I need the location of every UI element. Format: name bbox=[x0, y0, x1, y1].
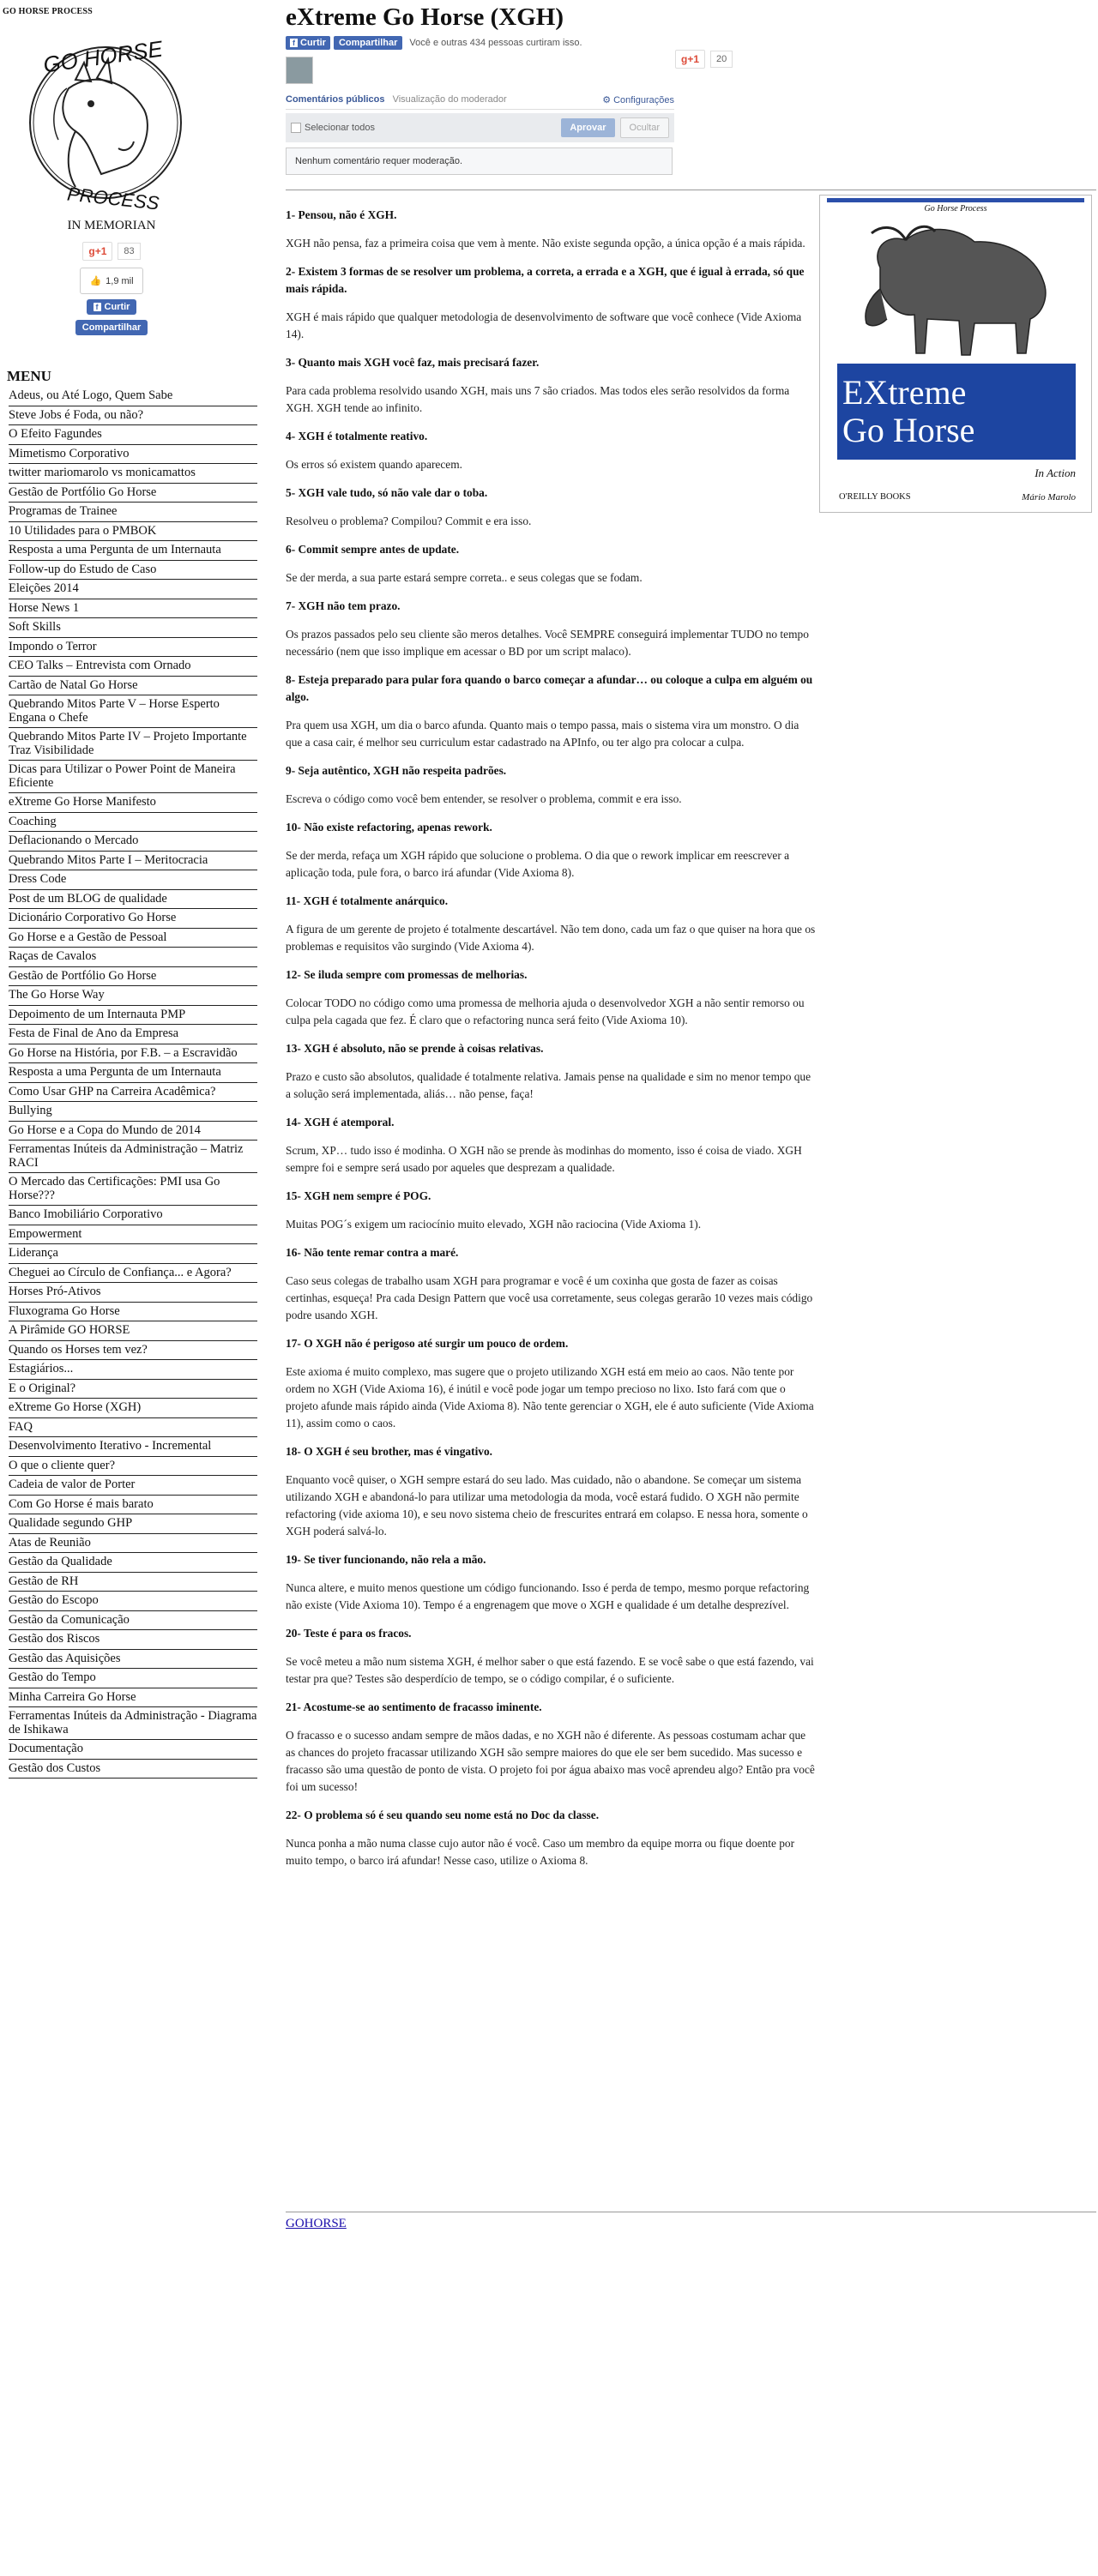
fb-share-button[interactable] bbox=[75, 320, 148, 335]
gplus-button-right[interactable]: g+1 bbox=[675, 50, 705, 69]
menu-item-label: Liderança bbox=[9, 1246, 58, 1260]
menu-item-label: Estagiários... bbox=[9, 1362, 74, 1375]
axiom-text: Nunca altere, e muito menos questione um código funcionando. Isso é perda de tempo, mesmo porque refactoring não existe (Vide Axioma 10). Tempo é a engrenagem que move o XGH e qualidade é um detalhe desprezível. bbox=[286, 1581, 810, 1611]
menu-item-label: Cheguei ao Círculo de Confiança... e Agora? bbox=[9, 1265, 232, 1279]
axiom-text: Escreva o código como você bem entender, se resolver o problema, commit e era isso. bbox=[286, 792, 682, 805]
axiom-text: A figura de um gerente de projeto é totalmente descartável. Não tem dono, cada um faz o que quiser na hora que os problemas e requisitos vão surgindo (Vide Axioma 4). bbox=[286, 923, 816, 953]
fb-like-bar bbox=[286, 36, 1096, 50]
menu-item[interactable] bbox=[9, 677, 257, 696]
menu-item-label: O Efeito Fagundes bbox=[9, 427, 102, 441]
menu-item[interactable] bbox=[9, 728, 257, 761]
menu-item-label: Adeus, ou Até Logo, Quem Sabe bbox=[9, 388, 173, 402]
comments-panel bbox=[286, 57, 674, 185]
menu-item-label: A Pirâmide GO HORSE bbox=[9, 1323, 130, 1337]
menu-item[interactable] bbox=[9, 1244, 257, 1264]
book-cover bbox=[819, 195, 1092, 513]
menu-item[interactable] bbox=[9, 1418, 257, 1438]
menu-item[interactable] bbox=[9, 618, 257, 638]
menu-item-label: Com Go Horse é mais barato bbox=[9, 1496, 154, 1511]
menu-item[interactable] bbox=[9, 638, 257, 658]
menu-item[interactable] bbox=[9, 948, 257, 967]
axiom-heading: 7- XGH não tem prazo. bbox=[286, 599, 401, 612]
menu-item[interactable] bbox=[9, 1534, 257, 1554]
menu-title: MENU bbox=[7, 368, 51, 384]
menu-item[interactable] bbox=[9, 929, 257, 948]
gplus-widget-right bbox=[675, 50, 733, 69]
menu-item-label: O Mercado das Certificações: PMI usa Go Horse??? bbox=[9, 1175, 220, 1202]
menu-item-label: Raças de Cavalos bbox=[9, 949, 97, 963]
menu-item[interactable] bbox=[9, 1707, 257, 1740]
menu-item-label: Gestão dos Custos bbox=[9, 1760, 101, 1775]
menu-item[interactable] bbox=[9, 1496, 257, 1515]
menu-item[interactable] bbox=[9, 890, 257, 910]
menu-item[interactable] bbox=[9, 1380, 257, 1399]
menu-item-label: O que o cliente quer? bbox=[9, 1458, 116, 1472]
select-all-checkbox[interactable] bbox=[291, 123, 301, 133]
menu-item-label: Dress Code bbox=[9, 872, 67, 886]
menu-item[interactable] bbox=[9, 1592, 257, 1611]
axiom-text: Se der merda, a sua parte estará sempre correta.. e seus colegas que se fodam. bbox=[286, 571, 643, 584]
menu-item-label: Go Horse e a Gestão de Pessoal bbox=[9, 930, 167, 944]
menu-item[interactable] bbox=[9, 1044, 257, 1064]
menu-item-label: Go Horse na História, por F.B. – a Escravidão bbox=[9, 1045, 238, 1060]
moderation-bar bbox=[286, 113, 674, 142]
axiom-heading: 14- XGH é atemporal. bbox=[286, 1116, 395, 1129]
no-pending-comments: Nenhum comentário requer moderação. bbox=[286, 147, 673, 175]
menu-item[interactable] bbox=[9, 464, 257, 484]
fb-like-label: Curtir bbox=[104, 302, 130, 312]
menu-item[interactable] bbox=[9, 657, 257, 677]
menu-item-label: Bullying bbox=[9, 1104, 52, 1117]
menu-item[interactable] bbox=[9, 1437, 257, 1457]
menu-item-label: Coaching bbox=[9, 814, 57, 828]
menu-item[interactable] bbox=[9, 1025, 257, 1044]
axiom-text: Os erros só existem quando aparecem. bbox=[286, 458, 462, 471]
menu-item[interactable] bbox=[9, 445, 257, 465]
menu-item-label: Mimetismo Corporativo bbox=[9, 446, 130, 460]
axiom-text: Caso seus colegas de trabalho usam XGH para programar e você é um coxinha que gosta de fazer as coisas certinhas, esqueça! Pra cada Design Pattern que você usa corretamente, seus colegas gerarão 10 vezes mais código podre usando XGH. bbox=[286, 1274, 813, 1321]
logo-top-text: GO HORSE bbox=[41, 35, 165, 78]
menu-item[interactable] bbox=[9, 1206, 257, 1225]
axiom-text: Se você meteu a mão num sistema XGH, é melhor saber o que está fazendo. E se você sabe o que está fazendo, vai testar pra que? Testes são desperdício de tempo, se o código compilar, é o suficiente. bbox=[286, 1655, 814, 1685]
menu-item[interactable] bbox=[9, 1122, 257, 1141]
like-box[interactable] bbox=[80, 268, 142, 294]
menu-item[interactable] bbox=[9, 425, 257, 445]
menu-item[interactable] bbox=[9, 406, 257, 426]
menu-item[interactable] bbox=[9, 561, 257, 581]
select-all-label: Selecionar todos bbox=[305, 123, 375, 133]
comment-tabs bbox=[286, 94, 674, 110]
axiom-heading: 17- O XGH não é perigoso até surgir um pouco de ordem. bbox=[286, 1337, 569, 1350]
menu-item-label: Resposta a uma Pergunta de um Internauta bbox=[9, 543, 221, 557]
gplus-count-right: 20 bbox=[710, 51, 733, 68]
axiom-text: Os prazos passados pelo seu cliente são meros detalhes. Você SEMPRE conseguirá implementar TUDO no tempo necessário (nem que isso implique em acessar o BD por um script malaco). bbox=[286, 628, 809, 658]
menu-item-label: Go Horse e a Copa do Mundo de 2014 bbox=[9, 1122, 201, 1137]
gplus-button[interactable]: g+1 bbox=[82, 242, 112, 261]
page-title: eXtreme Go Horse (XGH) bbox=[286, 3, 564, 31]
menu-item[interactable] bbox=[9, 1264, 257, 1284]
fb-like-text: Você e outras 434 pessoas curtiram isso. bbox=[409, 38, 582, 48]
menu-item-label: eXtreme Go Horse (XGH) bbox=[9, 1400, 142, 1414]
axiom-text: Scrum, XP… tudo isso é modinha. O XGH não se prende às modinhas do momento, isso é coisa de viado. XGH sempre foi e sempre será usado por aqueles que desprezam a qualidade. bbox=[286, 1144, 802, 1174]
main-content bbox=[286, 0, 1096, 1867]
settings-link[interactable] bbox=[602, 94, 674, 105]
axiom-text: Enquanto você quiser, o XGH sempre estará do seu lado. Mas cuidado, não o abandone. Se começar um sistema utilizando XGH e abandoná-lo para utilizar uma metodologia da moda, você estará fudido. O XGH não permite refactoring (vide axioma 10), e seu novo sistema cheio de frescurites entrará em colapso. E nessa hora, somente o XGH poderá salvá-lo. bbox=[286, 1473, 808, 1538]
axiom-heading: 6- Commit sempre antes de update. bbox=[286, 543, 460, 556]
menu-item-label: Atas de Reunião bbox=[9, 1535, 91, 1550]
axiom-text: Se der merda, refaça um XGH rápido que solucione o problema. O dia que o rework implicar em reescrever a aplicação toda, pule fora, o barco irá afundar (Vide Axioma 8). bbox=[286, 849, 790, 879]
menu-item-label: Gestão da Comunicação bbox=[9, 1612, 130, 1627]
menu-item[interactable] bbox=[9, 909, 257, 929]
menu-item-label: Quebrando Mitos Parte IV – Projeto Importante Traz Visibilidade bbox=[9, 730, 247, 757]
menu-item-label: The Go Horse Way bbox=[9, 988, 105, 1002]
axiom-text: Prazo e custo são absolutos, qualidade é totalmente relativa. Jamais pense na qualidade e sim no menor tempo que a solução será implementada, aliás… não pense, faça! bbox=[286, 1070, 811, 1100]
menu-item-label: Quebrando Mitos Parte V – Horse Esperto Engana o Chefe bbox=[9, 697, 220, 725]
menu-item-label: Cadeia de valor de Porter bbox=[9, 1478, 136, 1491]
axiom-heading: 12- Se iluda sempre com promessas de melhorias. bbox=[286, 968, 528, 981]
menu-item[interactable] bbox=[9, 1650, 257, 1670]
book-subtitle: In Action bbox=[1035, 466, 1076, 479]
axiom-text: Muitas POG´s exigem um raciocínio muito elevado, XGH não raciocina (Vide Axioma 1). bbox=[286, 1218, 702, 1231]
fb-curtir-label: Curtir bbox=[300, 38, 326, 48]
menu-item-label: Minha Carreira Go Horse bbox=[9, 1689, 136, 1704]
menu-item[interactable] bbox=[9, 1283, 257, 1303]
menu-item[interactable] bbox=[9, 1141, 257, 1173]
thumbs-up-icon: 👍 bbox=[89, 276, 102, 286]
menu-item[interactable] bbox=[9, 761, 257, 793]
fb-share-label: Compartilhar bbox=[81, 322, 142, 333]
social-widgets bbox=[0, 242, 223, 335]
axiom-heading: 22- O problema só é seu quando seu nome está no Doc da classe. bbox=[286, 1809, 600, 1821]
menu-item-label: Soft Skills bbox=[9, 620, 61, 634]
menu-item-label: Horse News 1 bbox=[9, 600, 80, 615]
menu-item[interactable] bbox=[9, 1321, 257, 1341]
menu-item[interactable] bbox=[9, 1630, 257, 1650]
menu-item-label: CEO Talks – Entrevista com Ornado bbox=[9, 659, 191, 672]
axiom-heading: 1- Pensou, não é XGH. bbox=[286, 208, 397, 221]
menu-item[interactable] bbox=[9, 986, 257, 1006]
axiom-heading: 9- Seja autêntico, XGH não respeita padrões. bbox=[286, 764, 507, 777]
menu-item[interactable] bbox=[9, 1006, 257, 1026]
axiom-heading: 13- XGH é absoluto, não se prende à coisas relativas. bbox=[286, 1042, 544, 1055]
menu-item-label: Follow-up do Estudo de Caso bbox=[9, 562, 157, 576]
menu-item-label: Desenvolvimento Iterativo - Incremental bbox=[9, 1439, 212, 1453]
book-title-band bbox=[837, 364, 1076, 460]
menu-item[interactable] bbox=[9, 793, 257, 813]
avatar bbox=[286, 57, 313, 84]
menu-item[interactable] bbox=[9, 503, 257, 522]
menu-item-label: Depoimento de um Internauta PMP bbox=[9, 1007, 186, 1021]
menu-list bbox=[0, 387, 257, 1779]
go-horse-logo bbox=[15, 28, 196, 214]
menu-item[interactable] bbox=[9, 1360, 257, 1380]
menu-item-label: Steve Jobs é Foda, ou não? bbox=[9, 407, 144, 422]
article-body bbox=[286, 196, 817, 1881]
axiom-heading: 21- Acostume-se ao sentimento de fracasso iminente. bbox=[286, 1700, 542, 1713]
menu-item[interactable] bbox=[9, 1063, 257, 1083]
menu-item[interactable] bbox=[9, 1102, 257, 1122]
fb-curtir-button[interactable] bbox=[286, 36, 330, 50]
axiom-text: O fracasso e o sucesso andam sempre de mãos dadas, e no XGH não é diferente. As pessoas costumam achar que as chances do projeto fracassar utilizando XGH são sempre maiores do que ele ser bem sucedido. Mas sucesso e fracasso são uma questão de ponto de vista. O projeto foi por água abaixo mas você aprendeu algo? Então pra você foi um sucesso! bbox=[286, 1729, 815, 1793]
menu-item-label: Dicas para Utilizar o Power Point de Maneira Eficiente bbox=[9, 762, 236, 790]
gear-icon: ⚙ bbox=[602, 95, 612, 105]
like-count: 1,9 mil bbox=[106, 275, 134, 286]
gplus-count: 83 bbox=[118, 243, 140, 260]
menu-item[interactable] bbox=[9, 1514, 257, 1534]
axiom-heading: 3- Quanto mais XGH você faz, mais precisará fazer. bbox=[286, 356, 540, 369]
menu-item[interactable] bbox=[9, 1225, 257, 1245]
hide-button[interactable]: Ocultar bbox=[620, 117, 669, 138]
axiom-heading: 2- Existem 3 formas de se resolver um problema, a correta, a errada e a XGH, que é igual à errada, só que mais rápida. bbox=[286, 265, 805, 295]
settings-label: Configurações bbox=[613, 94, 674, 105]
menu-item[interactable] bbox=[9, 695, 257, 728]
axiom-heading: 11- XGH é totalmente anárquico. bbox=[286, 894, 449, 907]
menu-item-label: Banco Imobiliário Corporativo bbox=[9, 1207, 163, 1221]
menu-item-label: Horses Pró-Ativos bbox=[9, 1285, 101, 1298]
menu-item-label: E o Original? bbox=[9, 1381, 76, 1395]
book-series: Go Horse Process bbox=[924, 204, 987, 214]
book-title-line2: Go Horse bbox=[842, 411, 975, 449]
axiom-text: Pra quem usa XGH, um dia o barco afunda. Quanto mais o tempo passa, mais o sistema vira um monstro. O dia que a casa cair, é melhor seu curriculum estar cadastrado na APInfo, ou ter algo pra colocar a culpa. bbox=[286, 719, 799, 749]
gplus-widget-left bbox=[82, 242, 140, 261]
menu-item-label: Impondo o Terror bbox=[9, 639, 97, 653]
menu-item[interactable] bbox=[9, 484, 257, 503]
sidebar bbox=[0, 0, 266, 1779]
axiom-heading: 18- O XGH é seu brother, mas é vingativo. bbox=[286, 1445, 493, 1458]
menu-item[interactable] bbox=[9, 387, 257, 406]
book-author: Mário Marolo bbox=[1022, 492, 1076, 503]
menu-item[interactable] bbox=[9, 580, 257, 599]
axiom-heading: 5- XGH vale tudo, só não vale dar o toba. bbox=[286, 486, 488, 499]
fb-compartilhar-button[interactable]: Compartilhar bbox=[334, 36, 402, 50]
logo-bottom-text: PROCESS bbox=[66, 183, 160, 214]
menu-item-label: Post de um BLOG de qualidade bbox=[9, 891, 167, 906]
site-title[interactable]: GO HORSE PROCESS bbox=[3, 7, 93, 16]
facebook-icon: f bbox=[290, 39, 298, 47]
menu-item[interactable] bbox=[9, 1476, 257, 1496]
menu-item[interactable] bbox=[9, 870, 257, 890]
menu-item[interactable] bbox=[9, 1083, 257, 1103]
menu-item-label: eXtreme Go Horse Manifesto bbox=[9, 795, 156, 809]
tab-public-comments[interactable]: Comentários públicos bbox=[286, 94, 385, 105]
logo-caption: IN MEMORIAN bbox=[67, 219, 156, 232]
menu-item-label: Gestão de RH bbox=[9, 1574, 79, 1588]
axiom-text: Nunca ponha a mão numa classe cujo autor não é você. Caso um membro da equipe morra ou fique doente por muito tempo, o barco irá afundar! Nesse caso, utilize o Axioma 8. bbox=[286, 1837, 795, 1867]
menu-item-label: Ferramentas Inúteis da Administração - Diagrama de Ishikawa bbox=[9, 1709, 257, 1736]
axiom-heading: 19- Se tiver funcionando, não rela a mão. bbox=[286, 1553, 486, 1566]
axiom-heading: 20- Teste é para os fracos. bbox=[286, 1627, 412, 1640]
menu-item[interactable] bbox=[9, 541, 257, 561]
axiom-text: Este axioma é muito complexo, mas sugere que o projeto utilizando XGH está em meio ao caos. Não tente por ordem no XGH (Vide Axioma 16), é inútil e você pode jogar um tempo precioso no lixo. Isto fará com que o projeto afunde mais rápido ainda (Vide Axioma 8). Não tente gerenciar o XGH, ele é auto suficiente (Vide Axioma 11), assim como o caos. bbox=[286, 1365, 814, 1429]
axiom-text: Resolveu o problema? Compilou? Commit e era isso. bbox=[286, 515, 532, 527]
menu-item[interactable] bbox=[9, 852, 257, 871]
menu-item[interactable] bbox=[9, 522, 257, 542]
menu-item[interactable] bbox=[9, 1553, 257, 1573]
approve-button[interactable]: Aprovar bbox=[561, 118, 614, 137]
menu-item[interactable] bbox=[9, 1740, 257, 1760]
menu-item[interactable] bbox=[9, 1760, 257, 1779]
menu-item-label: Eleições 2014 bbox=[9, 581, 79, 595]
fb-like-button[interactable] bbox=[87, 299, 137, 315]
menu-item-label: Gestão do Escopo bbox=[9, 1593, 99, 1607]
menu-item[interactable] bbox=[9, 832, 257, 852]
menu-item[interactable] bbox=[9, 1611, 257, 1631]
menu-item-label: Fluxograma Go Horse bbox=[9, 1303, 120, 1318]
axiom-heading: 10- Não existe refactoring, apenas rework. bbox=[286, 821, 492, 834]
book-publisher: O'REILLY BOOKS bbox=[839, 492, 911, 502]
axiom-heading: 8- Esteja preparado para pular fora quando o barco começar a afundar… ou coloque a culpa em alguém ou algo. bbox=[286, 673, 813, 703]
menu-item-label: Como Usar GHP na Carreira Acadêmica? bbox=[9, 1084, 216, 1098]
menu-item-label: Documentação bbox=[9, 1742, 83, 1755]
menu-item-label: Gestão dos Riscos bbox=[9, 1632, 100, 1646]
tab-moderator-view[interactable]: Visualização do moderador bbox=[392, 94, 507, 105]
axiom-heading: 4- XGH é totalmente reativo. bbox=[286, 430, 428, 442]
menu-item-label: Cartão de Natal Go Horse bbox=[9, 677, 138, 692]
menu-item[interactable] bbox=[9, 967, 257, 987]
menu-item-label: Gestão de Portfólio Go Horse bbox=[9, 485, 157, 499]
menu-item[interactable] bbox=[9, 1573, 257, 1592]
menu-item[interactable] bbox=[9, 1669, 257, 1688]
menu-item[interactable] bbox=[9, 813, 257, 833]
menu-item-label: FAQ bbox=[9, 1419, 33, 1434]
gohorse-link[interactable]: GOHORSE bbox=[286, 2217, 347, 2230]
menu-item-label: Deflacionando o Mercado bbox=[9, 834, 139, 847]
menu-item-label: Programas de Trainee bbox=[9, 504, 118, 518]
wildebeest-icon bbox=[846, 216, 1069, 362]
menu-item[interactable] bbox=[9, 1457, 257, 1477]
menu-item[interactable] bbox=[9, 1303, 257, 1322]
menu-item-label: Quebrando Mitos Parte I – Meritocracia bbox=[9, 852, 208, 867]
menu-item-label: Empowerment bbox=[9, 1226, 82, 1241]
menu-item[interactable] bbox=[9, 1688, 257, 1708]
axiom-text: Para cada problema resolvido usando XGH, mais uns 7 são criados. Mas todos eles serão resolvidos da forma XGH. XGH tende ao infinito. bbox=[286, 384, 790, 414]
menu-item[interactable] bbox=[9, 1341, 257, 1361]
facebook-icon: f bbox=[94, 303, 101, 311]
menu-item-label: Resposta a uma Pergunta de um Internauta bbox=[9, 1065, 221, 1079]
menu-item-label: Gestão da Qualidade bbox=[9, 1555, 112, 1568]
menu-item-label: Gestão de Portfólio Go Horse bbox=[9, 968, 157, 983]
menu-item-label: Gestão do Tempo bbox=[9, 1670, 96, 1684]
menu-item[interactable] bbox=[9, 599, 257, 619]
axiom-text: XGH é mais rápido que qualquer metodologia de desenvolvimento de software que você conhece (Vide Axioma 14). bbox=[286, 310, 802, 340]
menu-item-label: Quando os Horses tem vez? bbox=[9, 1342, 148, 1357]
menu-item-label: Festa de Final de Ano da Empresa bbox=[9, 1026, 179, 1040]
menu-item-label: Ferramentas Inúteis da Administração – Matriz RACI bbox=[9, 1142, 244, 1170]
menu-item[interactable] bbox=[9, 1399, 257, 1418]
menu-item-label: Qualidade segundo GHP bbox=[9, 1516, 133, 1530]
axiom-text: XGH não pensa, faz a primeira coisa que vem à mente. Não existe segunda opção, a única opção é a mais rápida. bbox=[286, 237, 805, 250]
axiom-heading: 16- Não tente remar contra a maré. bbox=[286, 1246, 459, 1259]
axiom-heading: 15- XGH nem sempre é POG. bbox=[286, 1189, 431, 1202]
menu-item-label: Dicionário Corporativo Go Horse bbox=[9, 911, 177, 924]
menu-item-label: twitter mariomarolo vs monicamattos bbox=[9, 466, 196, 479]
axiom-text: Colocar TODO no código como uma promessa de melhoria ajuda o desenvolvedor XGH a não sentir remorso ou culpa pela cagada que fez. É claro que o refactoring nunca será feito (Vide Axioma 10). bbox=[286, 996, 805, 1026]
menu-item-label: 10 Utilidades para o PMBOK bbox=[9, 523, 157, 538]
book-title-line1: EXtreme bbox=[842, 373, 967, 412]
menu-item[interactable] bbox=[9, 1173, 257, 1206]
menu-item-label: Gestão das Aquisições bbox=[9, 1651, 121, 1665]
book-top-bar bbox=[827, 198, 1084, 202]
